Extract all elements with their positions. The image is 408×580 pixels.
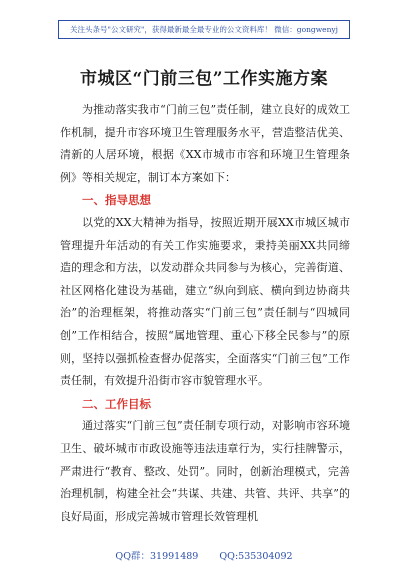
- intro-paragraph: 为推动落实我市“门前三包”责任制，建立良好的成效工作机制，提升市容环境卫生管理服务水平，营造整洁优美、清新的人居环境，根据《XX市城市市容和环境卫生管理条例》等相关规定，制订本方案如下：: [60, 103, 350, 184]
- work-goals-paragraph: 通过落实“门前三包”责任制专项行动，对影响市容环境卫生、破坏城市市政设施等违法违章行为，实行挂牌警示，严肃进行“教育、整改、处罚”。同时，创新治理模式，完善治理机制，构建全社会“共谋、共建、共管、共评、共享”的良好局面，形成完善城市管理长效管理机: [60, 419, 350, 523]
- promo-banner: [58, 20, 350, 39]
- guiding-ideology-paragraph: 以党的XX大精神为指导，按照近期开展XX市城区城市管理提升年活动的有关工作实施要求，秉持美丽XX共同缔造的理念和方法，以发动群众共同参与为核心，完善街道、社区网格化建设为基础，建立“纵向到底、横向到边协商共治”的治理框架，将推动落实“门前三包”责任制与“四城同创”工作相结合，按照“属地管理、重心下移全民参与”的原则，坚持以强抓检查督办促落实，全面落实“门前三包”工作责任制，有效提升沿街市容市貌管理水平。: [60, 215, 350, 388]
- section-heading-work-goals: 二、工作目标: [82, 396, 151, 411]
- contact-footer: [0, 548, 408, 562]
- qq-label: QQ:535304092: [219, 551, 293, 562]
- section-heading-guiding-ideology: 一、指导思想: [82, 193, 151, 208]
- promo-banner-text: 关注头条号"公文研究"，获得最新最全最专业的公文资料库！ 微信：gongwenyj: [70, 25, 338, 34]
- document-title: 市城区“门前三包”工作实施方案: [79, 69, 329, 89]
- qq-group-label: QQ群：31991489: [115, 551, 199, 562]
- document-body: [60, 99, 350, 528]
